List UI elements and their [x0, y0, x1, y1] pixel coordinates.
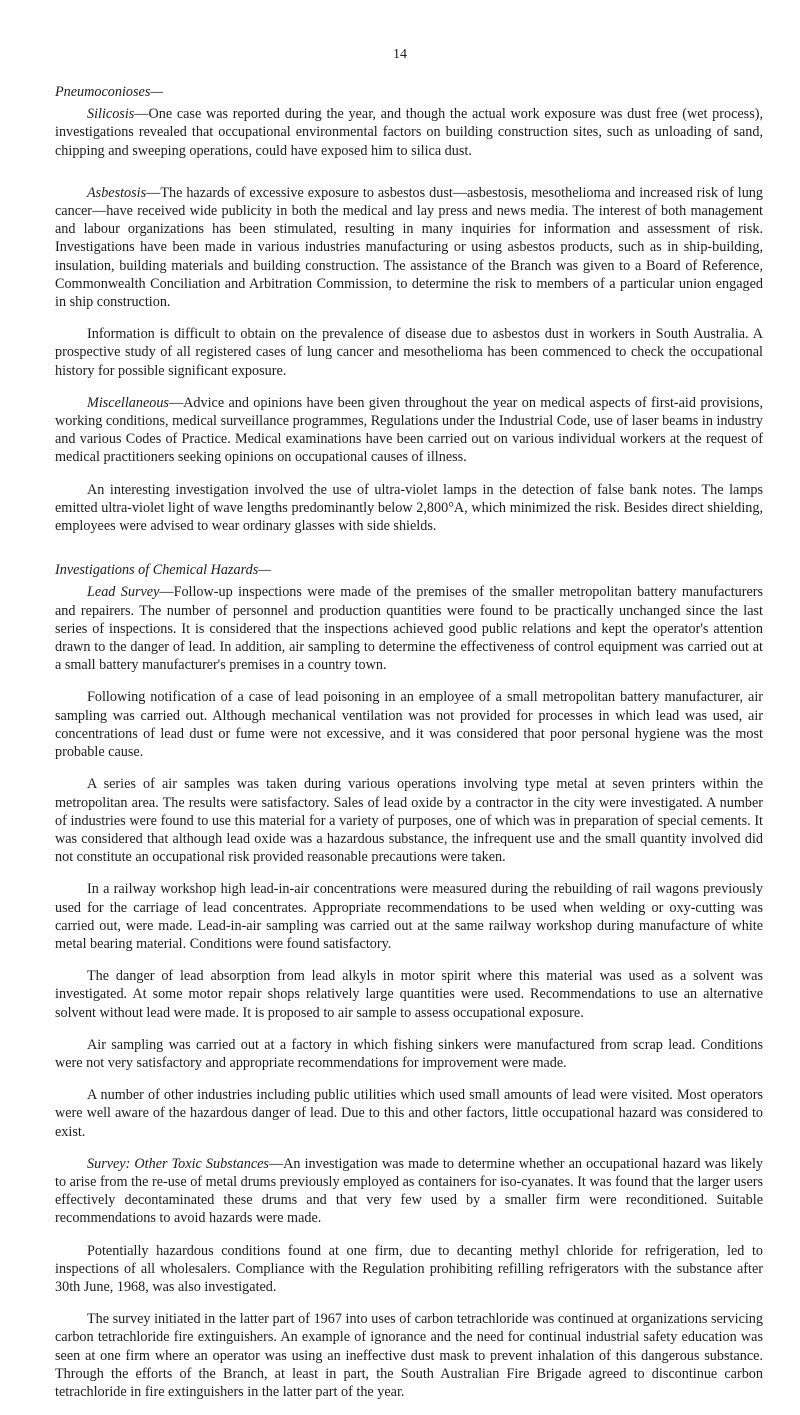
paragraph-lead-1: Following notification of a case of lead poisoning in an employee of a small metropolitan battery manufacturer, air sampling was carried out. Although mechanical ventilation was not provided for processes in which lead was used, air concentrations of lead dust or fume were not excessive, and it was considered that poor personal hygiene was the most probable cause.	[55, 689, 763, 761]
toxic-substances-text: —An investigation was made to determine whether an occupational hazard was likely to arise from the re-use of metal drums previously employed as containers for iso-cyanates. It was found that the larger users effectively decontaminated these drums and that very few used by a smaller firm were reconditioned. Suitable recommendations to avoid hazards were made.	[55, 1155, 763, 1227]
paragraph-lead-6: A number of other industries including public utilities which used small amounts of lead were visited. Most operators were well aware of the hazardous danger of lead. Due to this and other factors, little occupational hazard was considered to exist.	[55, 1087, 763, 1140]
paragraph-lead-2: A series of air samples was taken during various operations involving type metal at seven printers within the metropolitan area. The results were satisfactory. Sales of lead oxide by a contractor in the city were investigated. A number of industries were found to use this material for a variety of purposes, one of which was in preparation of special cements. It was considered that although lead oxide was a hazardous substance, the infrequent use and the small quantity involved did not constitute an occupational risk provided reasonable precautions were taken.	[55, 776, 763, 866]
paragraph-miscellaneous	[55, 394, 763, 467]
subheading-toxic-substances: Survey: Other Toxic Substances	[87, 1155, 269, 1172]
subheading-miscellaneous: Miscellaneous	[87, 394, 169, 411]
section-heading-pneumoconioses: Pneumoconioses—	[55, 84, 163, 100]
paragraph-lead-3: In a railway workshop high lead-in-air concentrations were measured during the rebuilding of rail wagons previously used for the carriage of lead concentrates. Appropriate recommendations to be used when welding or oxy-cutting was carried out, were made. Lead-in-air sampling was carried out at the same railway workshop during manufacture of white metal bearing material. Conditions were found satisfactory.	[55, 881, 763, 952]
paragraph-asbestosis	[55, 184, 763, 311]
document-body	[55, 45, 763, 1415]
paragraph-toxic-1: Potentially hazardous conditions found at one firm, due to decanting methyl chloride for refrigeration, led to inspections of all wholesalers. Compliance with the Regulation prohibiting refilling refrigerators with the substance after 30th June, 1968, was also investigated.	[55, 1242, 763, 1295]
subheading-asbestosis: Asbestosis	[87, 184, 147, 201]
section-heading-chemical-hazards: Investigations of Chemical Hazards—	[55, 562, 271, 579]
paragraph-lead-5: Air sampling was carried out at a factory in which fishing sinkers were manufactured from scrap lead. Conditions were not very satisfactory and appropriate recommendations for improvement were made.	[55, 1036, 763, 1071]
paragraph-toxic-2: The survey initiated in the latter part of 1967 into uses of carbon tetrachloride was continued at organizations servicing carbon tetrachloride fire extinguishers. An example of ignorance and the need for continual industrial safety education was seen at one firm where an operator was using an ineffective dust mask to prevent inhalation of this dangerous substance. Through the efforts of the Branch, at least in part, the South Australian Fire Brigade agreed to discontinue carbon tetrachloride in fire extinguishers in the latter part of the year.	[55, 1311, 763, 1400]
subheading-silicosis: Silicosis	[87, 106, 135, 123]
paragraph-ultraviolet: An interesting investigation involved the use of ultra-violet lamps in the detection of false bank notes. The lamps emitted ultra-violet light of wave lengths predominantly below 2,800°A, which minimized the risk. Besides direct shielding, employees were advised to wear ordinary glasses with side shields.	[55, 481, 763, 535]
paragraph-silicosis	[55, 105, 763, 160]
lead-survey-text: —Follow-up inspections were made of the premises of the smaller metropolitan battery manufacturers and repairers. The number of personnel and production quantities were found to be practically unchanged since the last series of inspections. It is considered that the inspections achieved good public relations and kept the operator's attention drawn to the danger of lead. In addition, air sampling to determine the effectiveness of control equipment was carried out at a small battery manufacturer's premises in a country town.	[55, 584, 763, 674]
page-number: 14	[393, 47, 407, 62]
asbestosis-text: —The hazards of excessive exposure to asbestos dust—asbestosis, mesothelioma and increased risk of lung cancer—have received wide publicity in both the medical and lay press and news media. The interest of both management and labour organizations has been stimulated, resulting in many inquiries for information and assessment of risk. Investigations have been made in various industries manufacturing or using asbestos products, such as in ship-building, insulation, building materials and building construction. The assistance of the Branch was given to a Board of Reference, Commonwealth Conciliation and Arbitration Commission, to determine the risk to members of a particular union engaged in ship construction.	[55, 184, 763, 311]
miscellaneous-text: —Advice and opinions have been given throughout the year on medical aspects of first-aid provisions, working conditions, medical surveillance programmes, Regulations under the Industrial Code, use of laser beams in industry and various Codes of Practice. Medical examinations have been carried out on various individual workers at the request of medical practitioners seeking opinions on occupational causes of illness.	[55, 394, 763, 466]
paragraph-asbestos-info: Information is difficult to obtain on the prevalence of disease due to asbestos dust in workers in South Australia. A prospective study of all registered cases of lung cancer and mesothelioma has been commenced to check the occupational history for possible significant exposure.	[55, 326, 763, 379]
paragraph-lead-survey	[55, 583, 763, 674]
subheading-lead-survey: Lead Survey	[87, 584, 160, 601]
silicosis-text: —One case was reported during the year, and though the actual work exposure was dust free (wet process), investigations revealed that occupational environmental factors on building construction sites, such as unloading of sand, chipping and sweeping operations, could have exposed him to silica dust.	[55, 106, 763, 159]
paragraph-lead-4: The danger of lead absorption from lead alkyls in motor spirit where this material was used as a solvent was investigated. At some motor repair shops relatively large quantities were used. Recommendations to use an alternative solvent without lead were made. It is proposed to air sample to assess occupational exposure.	[55, 968, 763, 1021]
paragraph-toxic-substances	[55, 1155, 763, 1228]
